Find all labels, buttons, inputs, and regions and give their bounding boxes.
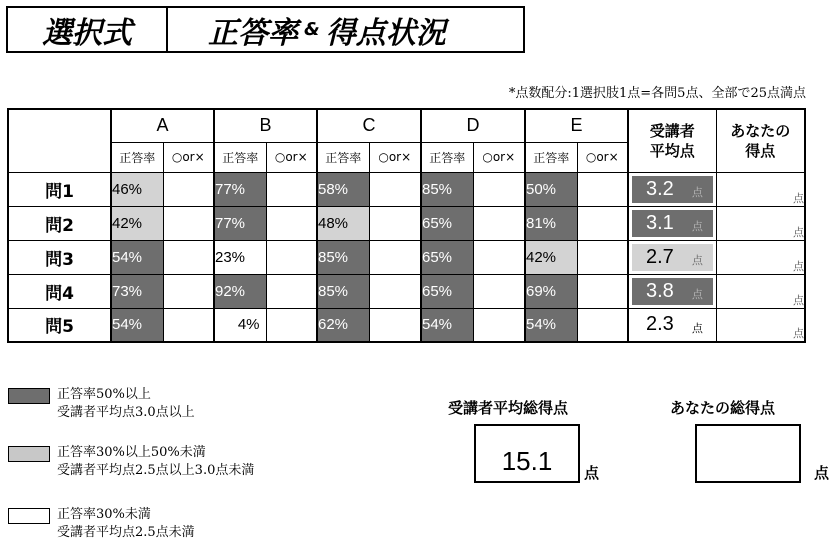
mark-cell[interactable] (163, 206, 214, 240)
mark-cell[interactable] (266, 274, 317, 308)
your-score-cell[interactable]: 点 (716, 274, 805, 308)
rate-cell: 50% (525, 172, 577, 206)
rate-cell: 65% (421, 240, 473, 274)
legend-dark-line1: 正答率50%以上 (57, 387, 151, 402)
rate-cell: 54% (525, 308, 577, 342)
average-score-value: 2.3 (646, 313, 674, 336)
mark-cell[interactable] (369, 274, 421, 308)
mark-cell[interactable] (577, 240, 628, 274)
mark-cell[interactable] (163, 240, 214, 274)
rate-subheader: 正答率 (111, 142, 163, 172)
rate-cell: 69% (525, 274, 577, 308)
average-total-box: 15.1 (474, 424, 580, 483)
column-header-e: E (525, 109, 628, 142)
average-score-value: 2.7 (646, 245, 674, 268)
mark-cell[interactable] (369, 308, 421, 342)
mark-cell[interactable] (163, 308, 214, 342)
average-header-line2: 平均点 (649, 141, 695, 160)
legend-swatch-light (8, 446, 50, 462)
column-header-a: A (111, 109, 214, 142)
rate-cell: 85% (421, 172, 473, 206)
table-row (8, 172, 805, 206)
mark-cell[interactable] (577, 172, 628, 206)
average-header-line1: 受講者 (649, 121, 695, 140)
legend-swatch-dark (8, 388, 50, 404)
mark-cell[interactable] (163, 274, 214, 308)
rate-cell: 92% (214, 274, 266, 308)
column-header-c: C (317, 109, 421, 142)
mark-cell[interactable] (369, 172, 421, 206)
average-score-value: 3.1 (646, 211, 674, 234)
rate-cell: 81% (525, 206, 577, 240)
rate-cell: 62% (317, 308, 369, 342)
mark-cell[interactable] (369, 206, 421, 240)
rate-subheader: 正答率 (421, 142, 473, 172)
mark-cell[interactable] (369, 240, 421, 274)
your-score-cell[interactable]: 点 (716, 206, 805, 240)
title-left: 選択式 (8, 8, 168, 51)
your-score-header-line2: 得点 (745, 141, 776, 160)
mark-cell[interactable] (266, 172, 317, 206)
title-ampersand: & (304, 19, 320, 40)
rate-cell: 54% (111, 308, 163, 342)
average-score-cell (628, 240, 716, 274)
average-score-value: 3.2 (646, 177, 674, 200)
rate-subheader: 正答率 (317, 142, 369, 172)
rate-cell: 4% (214, 308, 266, 342)
mark-cell[interactable] (577, 274, 628, 308)
legend-white-line2: 受講者平均点2.5点未満 (57, 525, 195, 540)
title-main-part1: 正答率 (208, 15, 298, 51)
mark-cell[interactable] (473, 274, 525, 308)
question-label: 問2 (8, 206, 111, 240)
average-score-unit: 点 (691, 255, 703, 267)
rate-cell: 77% (214, 206, 266, 240)
average-header (628, 109, 716, 172)
table-row (8, 274, 805, 308)
your-score-cell[interactable]: 点 (716, 308, 805, 342)
title-main-part2: 得点状況 (325, 15, 446, 51)
average-score-unit: 点 (691, 289, 703, 301)
title-banner (6, 6, 525, 53)
average-score-unit: 点 (691, 221, 703, 233)
your-total-unit: 点 (814, 464, 830, 482)
legend-dark-line2: 受講者平均点3.0点以上 (57, 405, 195, 420)
mark-subheader: ○or× (266, 142, 317, 172)
mark-subheader: ○or× (163, 142, 214, 172)
column-header-d: D (421, 109, 525, 142)
score-table (7, 108, 806, 343)
mark-subheader: ○or× (473, 142, 525, 172)
rate-cell: 85% (317, 240, 369, 274)
rate-cell: 77% (214, 172, 266, 206)
rate-cell: 85% (317, 274, 369, 308)
legend-swatch-white (8, 508, 50, 524)
mark-cell[interactable] (266, 240, 317, 274)
your-total-label: あなたの総得点 (670, 399, 776, 417)
rate-cell: 23% (214, 240, 266, 274)
your-total-box[interactable] (695, 424, 801, 483)
your-score-cell[interactable]: 点 (716, 240, 805, 274)
your-score-header-line1: あなたの (730, 121, 791, 140)
rate-cell: 54% (111, 240, 163, 274)
rate-cell: 65% (421, 206, 473, 240)
question-label: 問1 (8, 172, 111, 206)
average-total-unit: 点 (584, 464, 600, 482)
mark-subheader: ○or× (369, 142, 421, 172)
mark-cell[interactable] (473, 308, 525, 342)
mark-cell[interactable] (266, 308, 317, 342)
your-score-cell[interactable]: 点 (716, 172, 805, 206)
mark-cell[interactable] (473, 172, 525, 206)
average-score-value: 3.8 (646, 279, 674, 302)
table-row (8, 240, 805, 274)
average-score-cell (628, 206, 716, 240)
average-score-cell (628, 274, 716, 308)
average-score-cell (628, 172, 716, 206)
rate-subheader: 正答率 (525, 142, 577, 172)
rate-cell: 42% (525, 240, 577, 274)
score-note: *点数配分:1選択肢1点=各問5点、全部で25点満点 (508, 86, 806, 101)
mark-cell[interactable] (266, 206, 317, 240)
rate-cell: 48% (317, 206, 369, 240)
rate-cell: 65% (421, 274, 473, 308)
question-label: 問3 (8, 240, 111, 274)
title-main (168, 8, 523, 51)
table-row (8, 206, 805, 240)
corner-cell (8, 109, 111, 172)
rate-subheader: 正答率 (214, 142, 266, 172)
rate-cell: 58% (317, 172, 369, 206)
question-label: 問5 (8, 308, 111, 342)
mark-cell[interactable] (473, 206, 525, 240)
rate-cell: 42% (111, 206, 163, 240)
rate-cell: 46% (111, 172, 163, 206)
mark-subheader: ○or× (577, 142, 628, 172)
mark-cell[interactable] (577, 206, 628, 240)
rate-cell: 54% (421, 308, 473, 342)
score-table-body (8, 172, 805, 342)
column-header-b: B (214, 109, 317, 142)
average-score-cell (628, 308, 716, 342)
average-score-unit: 点 (691, 322, 703, 335)
question-label: 問4 (8, 274, 111, 308)
mark-cell[interactable] (577, 308, 628, 342)
mark-cell[interactable] (163, 172, 214, 206)
average-total-label: 受講者平均総得点 (448, 399, 569, 417)
table-row (8, 308, 805, 342)
average-score-unit: 点 (691, 187, 703, 199)
rate-cell: 73% (111, 274, 163, 308)
legend-white-line1: 正答率30%未満 (57, 507, 151, 522)
legend-light-line1: 正答率30%以上50%未満 (57, 445, 206, 460)
legend-light-line2: 受講者平均点2.5点以上3.0点未満 (57, 463, 255, 478)
your-score-header (716, 109, 805, 172)
mark-cell[interactable] (473, 240, 525, 274)
